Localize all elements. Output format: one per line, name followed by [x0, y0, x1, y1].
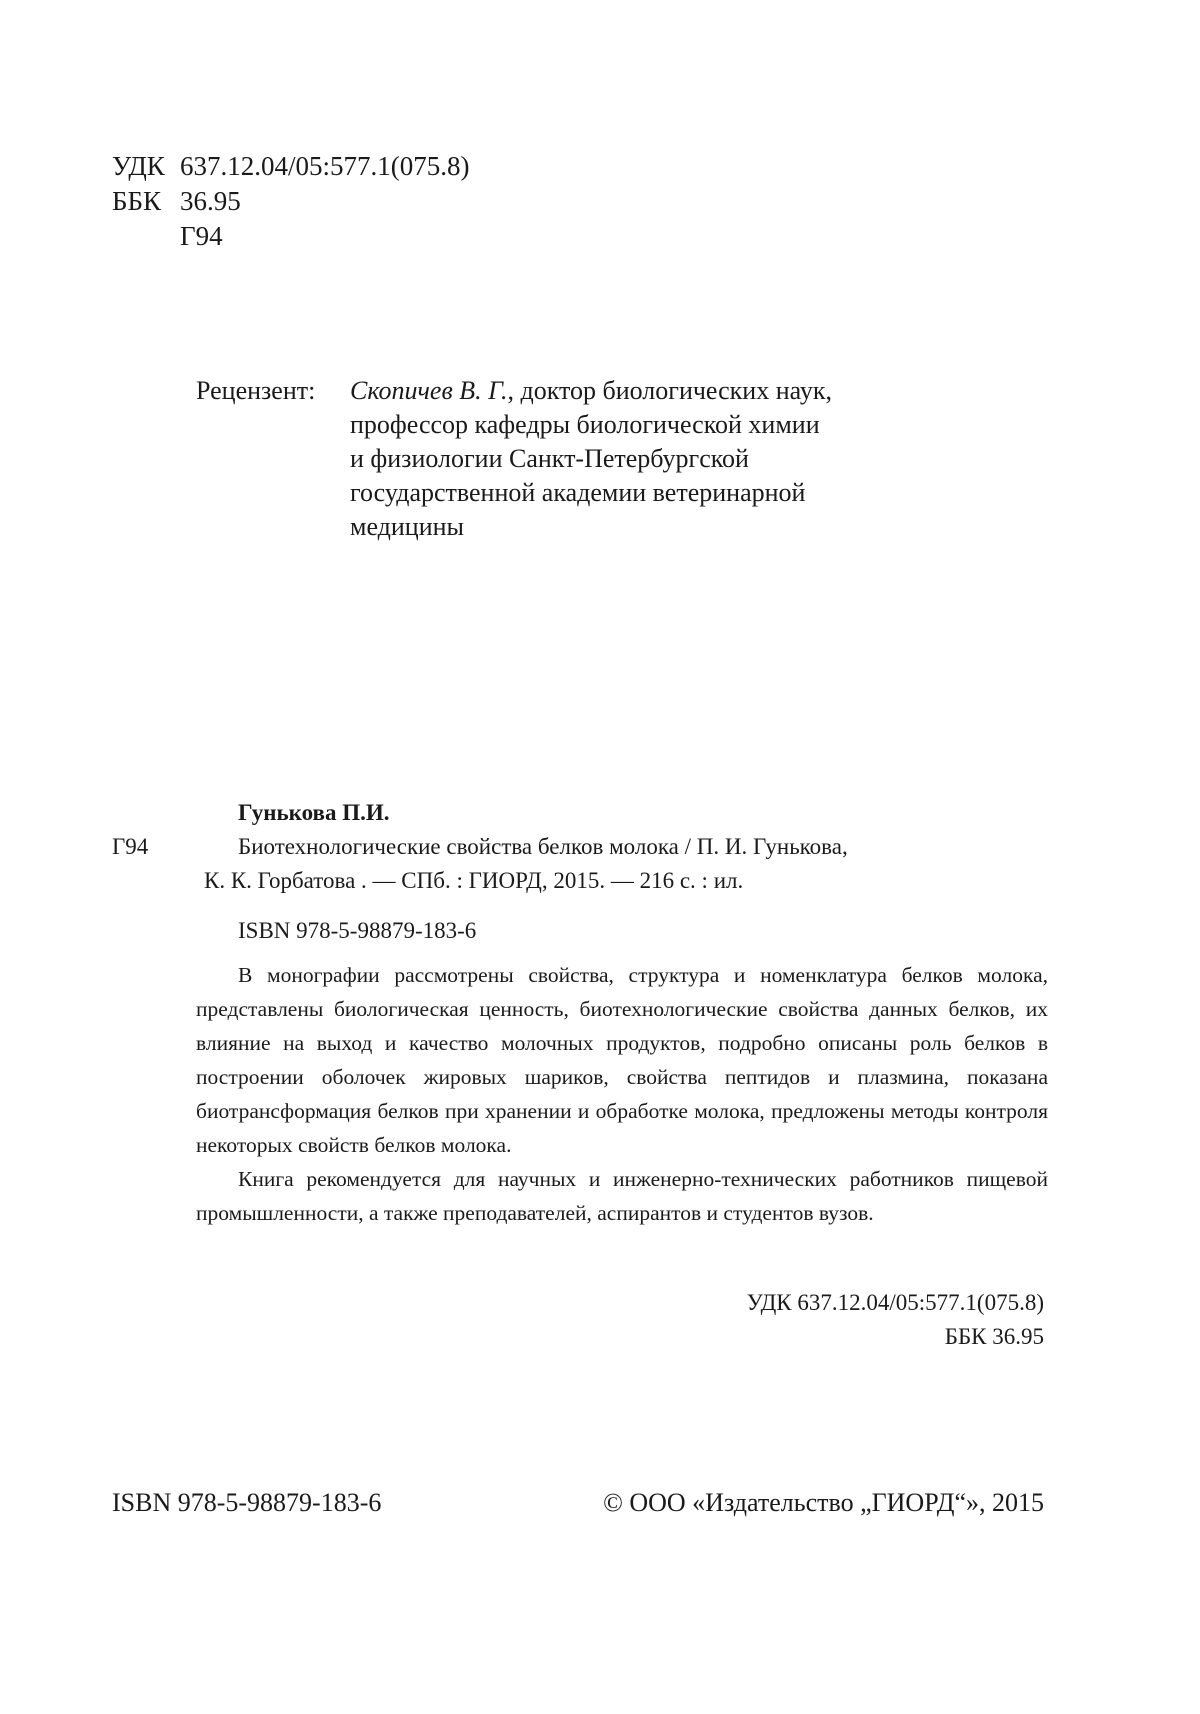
- annotation: [196, 958, 1048, 1230]
- catalog-author-mark: Г94: [112, 834, 149, 859]
- reviewer-line-5: медицины: [350, 512, 465, 541]
- footer-isbn: ISBN 978-5-98879-183-6: [112, 1488, 382, 1517]
- catalog-title-line: Биотехнологические свойства белков молока / П. И. Гунькова,: [238, 834, 848, 859]
- reviewer-line-3: и физиологии Санкт-Петербургской: [350, 444, 749, 473]
- udk-label: УДК: [112, 151, 165, 181]
- author-mark-top: Г94: [180, 221, 223, 251]
- catalog-title-line-2: К. К. Горбатова . — СПб. : ГИОРД, 2015. — 216 с. : ил.: [204, 868, 744, 893]
- reviewer-name: Скопичев В. Г.: [350, 376, 508, 405]
- annotation-paragraph-1: В монографии рассмотрены свойства, структура и номенклатура белков молока, представлены биологическая ценность, биотехнологические свойства данных белков, их влияние на выход и качество молочных продуктов, подробно описаны роль белков в построении оболочек жировых шариков, свойства пептидов и плазмина, показана биотрансформация белков при хранении и обработке молока, предложены методы контроля некоторых свойств белков молока.: [196, 963, 1048, 1157]
- bbk-right: ББК 36.95: [944, 1324, 1044, 1349]
- bbk-value: 36.95: [180, 186, 241, 216]
- reviewer-credentials: , доктор биологических наук,: [507, 376, 832, 405]
- reviewer-label: Рецензент:: [196, 376, 316, 405]
- annotation-paragraph-2: Книга рекомендуется для научных и инженерно-технических работников пищевой промышленности, а также преподавателей, аспирантов и студентов вузов.: [196, 1167, 1048, 1225]
- catalog-isbn: ISBN 978-5-98879-183-6: [238, 918, 477, 943]
- reviewer-line-2: профессор кафедры биологической химии: [350, 410, 820, 439]
- catalog-author-heading: Гунькова П.И.: [238, 800, 390, 825]
- udk-right: УДК 637.12.04/05:577.1(075.8): [746, 1290, 1044, 1315]
- udk-value: 637.12.04/05:577.1(075.8): [180, 151, 470, 181]
- bbk-label: ББК: [112, 186, 162, 216]
- reviewer-line-1: [350, 376, 832, 406]
- reviewer-line-4: государственной академии ветеринарной: [350, 478, 806, 507]
- footer-copyright: © ООО «Издательство „ГИОРД“», 2015: [603, 1488, 1044, 1517]
